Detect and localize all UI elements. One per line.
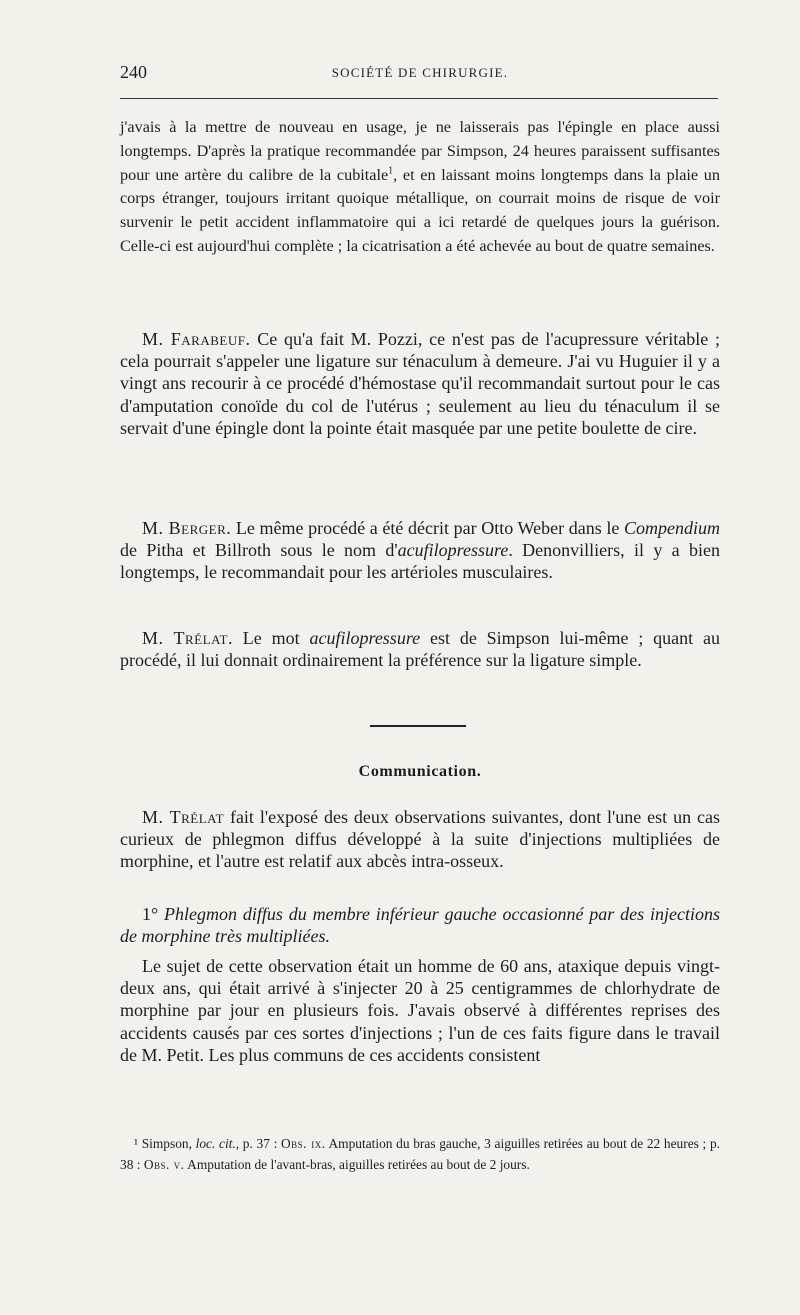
footnote-ref: loc. cit. — [195, 1136, 236, 1151]
observation-heading — [120, 903, 720, 947]
intro-text-after-note: , et en laissant moins longtemps dans la plaie un corps étranger, toujours irritant quoique métallique, on courrait moins de risque de voir survenir le petit accident inflammatoire qui a ici retardé de quelques jours la guérison. Celle-ci est aujourd'hui complète ; la cicatrisation a été achevée au bout de quatre semaines. — [120, 165, 720, 255]
trelat-italic-term: acufilopressure — [309, 628, 421, 648]
running-head: SOCIÉTÉ DE CHIRURGIE. — [331, 65, 509, 80]
observation-number: 1° — [142, 904, 159, 924]
farabeuf-text: Ce qu'a fait M. Pozzi, ce n'est pas de l'acupressure véritable ; cela pourrait s'appeler une ligature sur ténaculum à demeure. J'ai vu Huguier il y a vingt ans recourir à ce procédé d'hémostase qu'il recommandait surtout pour le cas d'amputation conoïde du col de l'utérus ; seulement au lieu du ténaculum il se servait d'une épingle dont la pointe était masquée par une petite boulette de cire. — [120, 329, 720, 438]
observation-title: Phlegmon diffus du membre inférieur gauche occasionné par des injections de morphine très multipliées. — [120, 904, 720, 947]
page-number: 240 — [120, 62, 147, 82]
farabeuf-paragraph — [120, 328, 720, 439]
footnote-text-1: , p. 37 : — [235, 1136, 281, 1151]
berger-text-2: de Pitha et Billroth sous le nom d' — [120, 540, 398, 561]
footnote — [120, 1134, 720, 1175]
footnote-obs-2: Obs. v. — [143, 1156, 185, 1172]
header-rule — [120, 98, 718, 99]
observation-body-text: Le sujet de cette observation était un homme de 60 ans, ataxique depuis vingt-deux ans, qui était arrivé à s'injecter 20 à 25 centigrammes de chlorhydrate de morphine par jour en plusieurs fois. J'avais observé à différentes reprises des accidents causés par ces sortes d'injections ; l'un de ces faits figure dans le travail de M. Petit. Les plus communs de ces accidents consistent — [120, 956, 720, 1065]
speaker-trelat: M. Trélat. — [142, 628, 233, 648]
intro-text-before-note: j'avais à la mettre de nouveau en usage, je ne laisserais pas l'épingle en place aussi longtemps. D'après la pratique recommandée par Simpson, 24 heures paraissent suffisantes pour une artère du calibre de la cubitale — [120, 118, 720, 184]
berger-italic-term: acufilopressure — [397, 540, 509, 561]
footnotes — [120, 1134, 720, 1175]
footnote-text-2: Amputation du bras gauche, 3 aiguilles retirées au bout de 22 heures ; p. 38 : — [120, 1136, 720, 1172]
speaker-farabeuf: M. Farabeuf. — [142, 329, 251, 349]
intro-paragraph — [120, 116, 720, 259]
communication-intro — [120, 806, 720, 873]
berger-paragraph — [120, 517, 720, 584]
observation-body — [120, 955, 720, 1066]
communication-intro-text: fait l'exposé des deux observations suivantes, dont l'une est un cas curieux de phlegmon diffus développé à la suite d'injections multipliées de morphine, et l'autre est relatif aux abcès intra-osseux. — [120, 807, 720, 872]
section-divider — [370, 725, 466, 727]
footnote-marker: ¹ — [134, 1136, 139, 1151]
footnote-obs-1: Obs. ix. — [281, 1136, 326, 1151]
footnote-text-3: Amputation de l'avant-bras, aiguilles retirées au bout de 2 jours. — [184, 1156, 530, 1172]
trelat-text-2: est de Simpson lui-même ; quant au procédé, il lui donnait ordinairement la préférence sur la ligature simple. — [120, 628, 720, 671]
speaker-berger: M. Berger. — [142, 518, 232, 538]
berger-italic-compendium: Compendium — [624, 518, 720, 538]
communication-speaker: M. Trélat — [142, 807, 225, 827]
berger-text-1: Le même procédé a été décrit par Otto Weber dans le — [231, 518, 624, 538]
section-title: Communication. — [358, 763, 482, 780]
footnote-author: Simpson, — [138, 1136, 196, 1151]
trelat-text-1: Le mot — [232, 628, 310, 648]
trelat-paragraph — [120, 627, 720, 671]
berger-text-3: . Denonvilliers, il y a bien longtemps, le recommandait pour les artérioles musculaires. — [120, 540, 720, 583]
page-header — [120, 62, 720, 92]
note-reference: 1 — [388, 165, 394, 177]
